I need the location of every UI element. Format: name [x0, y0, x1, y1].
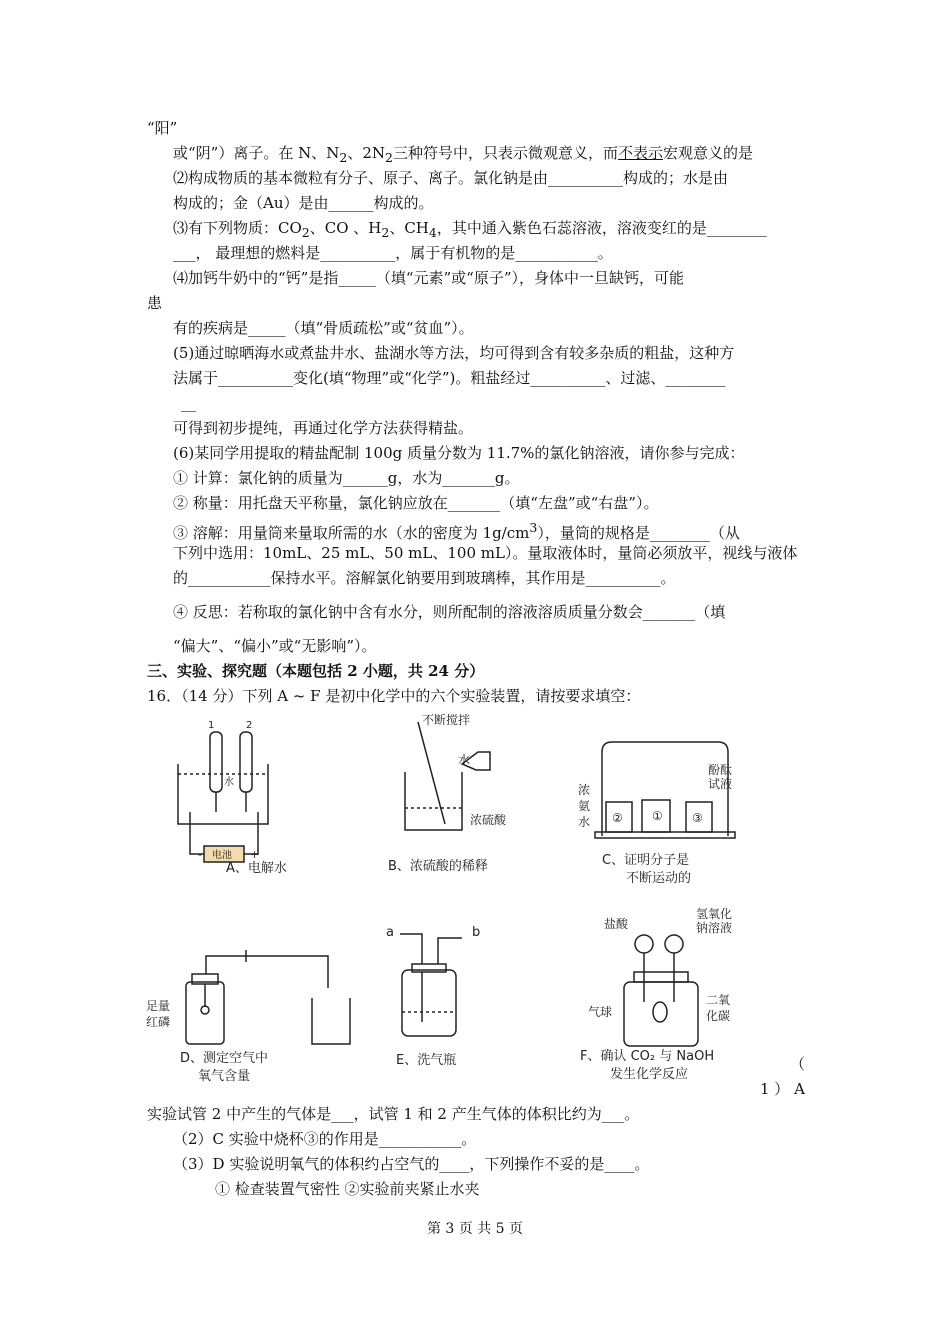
f-caption-line1: F、确认 CO₂ 与 NaOH — [580, 1049, 715, 1064]
f-naoh-line2: 钠溶液 — [696, 921, 733, 935]
d-caption-line2: 氧气含量 — [198, 1069, 251, 1084]
a-minus-label: - — [198, 848, 202, 861]
f-co2-line2: 化碳 — [706, 1009, 731, 1023]
question-stem: 16．（14 分）下列 A ~ F 是初中化学中的六个实验装置，请按要求填空： — [147, 687, 641, 705]
text-run: 、CH — [389, 219, 429, 237]
e-caption: E、洗气瓶 — [396, 1053, 457, 1068]
text-line: “偏大”、“偏小”或“无影响”）。 — [173, 637, 377, 655]
text-line: ② 称量：用托盘天平称量，氯化钠应放在_______（填“左盘”或“右盘”）。 — [173, 494, 659, 512]
text-run: ），量筒的规格是________（从 — [537, 524, 740, 542]
a-tube1-label: 1 — [208, 720, 215, 731]
subscript: 2 — [301, 225, 310, 240]
text-line: 实验试管 2 中产生的气体是___，试管 1 和 2 产生气体的体积比约为___。 — [147, 1105, 640, 1123]
text-run: 、CO 、H — [309, 219, 382, 237]
e-port-a: a — [386, 925, 394, 940]
c-indicator-line1: 酚酞 — [708, 763, 733, 777]
text-line: 有的疾病是_____（填“骨质疏松”或“贫血”）。 — [173, 319, 474, 337]
text-line: 的___________保持水平。溶解氯化钠要用到玻璃棒，其作用是__________。 — [173, 569, 676, 587]
text-line: （3）D 实验说明氧气的体积约占空气的____，下列操作不妥的是____。 — [173, 1155, 650, 1173]
page-footer: 第 3 页 共 5 页 — [426, 1221, 524, 1237]
a-water-label: 水 — [224, 777, 234, 788]
text-fragment: 1 ） A — [760, 1080, 805, 1098]
text-run: ③ 溶解：用量筒来量取所需的水（水的密度为 1g/cm — [173, 524, 530, 542]
text-run: 三种符号中，只表示微观意义，而 — [392, 144, 618, 162]
d-phosphorus-1: 足量 — [146, 999, 171, 1013]
subscript: 2 — [339, 150, 348, 165]
figure-f-co2 — [624, 935, 698, 1046]
text-line: 法属于__________变化(填“物理”或“化学”)。粗盐经过__________、过滤、________ — [173, 369, 726, 387]
figure-a-electrolysis — [178, 732, 268, 862]
c-beaker-2: ② — [612, 811, 623, 825]
subscript: 2 — [381, 225, 390, 240]
text-line: 可得到初步提纯，再通过化学方法获得精盐。 — [173, 419, 474, 437]
experiment-figures — [140, 712, 820, 1092]
underlined-text: 不表示 — [617, 144, 663, 162]
a-battery-label: 电池 — [212, 850, 232, 861]
subscript: 4 — [428, 225, 437, 240]
text-line: ⑵构成物质的基本微粒有分子、原子、离子。氯化钠是由__________构成的；水是由 — [173, 169, 729, 187]
text-line: ④ 反思：若称取的氯化钠中含有水分，则所配制的溶液溶质质量分数会_______（填 — [173, 603, 726, 621]
d-caption-line1: D、测定空气中 — [180, 1051, 269, 1066]
subscript: 2 — [384, 150, 393, 165]
text-line: 构成的；金（Au）是由______构成的。 — [173, 194, 434, 212]
section-heading: 三、实验、探究题（本题包括 2 小题，共 24 分） — [147, 662, 485, 680]
text-line: ⑷加钙牛奶中的“钙”是指_____（填“元素”或“原子”），身体中一旦缺钙，可能 — [173, 269, 685, 287]
text-line: 患 — [147, 294, 163, 312]
text-line: 下列中选用：10mL、25 mL、50 mL、100 mL）。量取液体时，量筒必须放平，视线与液体 — [173, 544, 798, 562]
c-ammonia-1: 浓 — [578, 783, 591, 797]
text-run: 、2N — [347, 144, 385, 162]
b-stir-label: 不断搅拌 — [422, 713, 471, 727]
figure-e-washing — [400, 934, 462, 1036]
figure-d-oxygen — [186, 950, 350, 1044]
text-line — [173, 518, 740, 543]
b-caption: B、浓硫酸的稀释 — [388, 859, 488, 874]
b-acid-label: 浓硫酸 — [470, 813, 507, 827]
text-line: ___， 最理想的燃料是__________，属于有机物的是___________。 — [173, 244, 613, 262]
f-naoh-line1: 氢氧化 — [696, 907, 733, 921]
text-run: ，其中通入紫色石蕊溶液，溶液变红的是________ — [436, 219, 767, 237]
c-ammonia-3: 水 — [578, 815, 591, 829]
c-beaker-3: ③ — [692, 811, 703, 825]
c-indicator-line2: 试液 — [708, 777, 733, 791]
text-line: “阳” — [147, 119, 178, 137]
b-water-label: 水 — [458, 753, 471, 767]
a-tube2-label: 2 — [246, 720, 253, 731]
text-line: __ — [181, 394, 196, 412]
c-caption-line2: 不断运动的 — [626, 871, 692, 886]
d-phosphorus-2: 红磷 — [146, 1015, 171, 1029]
text-run: 或“阴”）离子。在 N、N — [173, 144, 340, 162]
f-balloon-label: 气球 — [588, 1005, 613, 1019]
text-run: ⑶有下列物质：CO — [173, 219, 302, 237]
f-co2-line1: 二氧 — [706, 993, 731, 1007]
f-hcl-label: 盐酸 — [604, 917, 629, 931]
c-beaker-1: ① — [652, 809, 663, 823]
a-plus-label: + — [250, 848, 260, 861]
text-fragment: （ — [790, 1055, 806, 1073]
text-line — [173, 143, 753, 168]
text-line: ① 检查装置气密性 ②实验前夹紧止水夹 — [215, 1180, 480, 1198]
text-line: (6)某同学用提取的精盐配制 100g 质量分数为 11.7%的氯化钠溶液，请你参与完成： — [173, 444, 745, 462]
text-line: ① 计算：氯化钠的质量为______g，水为_______g。 — [173, 469, 520, 487]
superscript: 3 — [529, 520, 538, 535]
text-line: (5)通过晾晒海水或煮盐井水、盐湖水等方法，均可得到含有较多杂质的粗盐，这种方 — [173, 344, 735, 362]
c-caption-line1: C、证明分子是 — [602, 853, 690, 868]
a-caption: A、电解水 — [226, 861, 287, 876]
c-ammonia-2: 氨 — [578, 799, 591, 813]
text-run: 宏观意义的是 — [662, 144, 753, 162]
e-port-b: b — [472, 925, 481, 940]
text-line: （2）C 实验中烧杯③的作用是___________。 — [173, 1130, 477, 1148]
text-line — [173, 218, 767, 243]
f-caption-line2: 发生化学反应 — [610, 1067, 689, 1082]
